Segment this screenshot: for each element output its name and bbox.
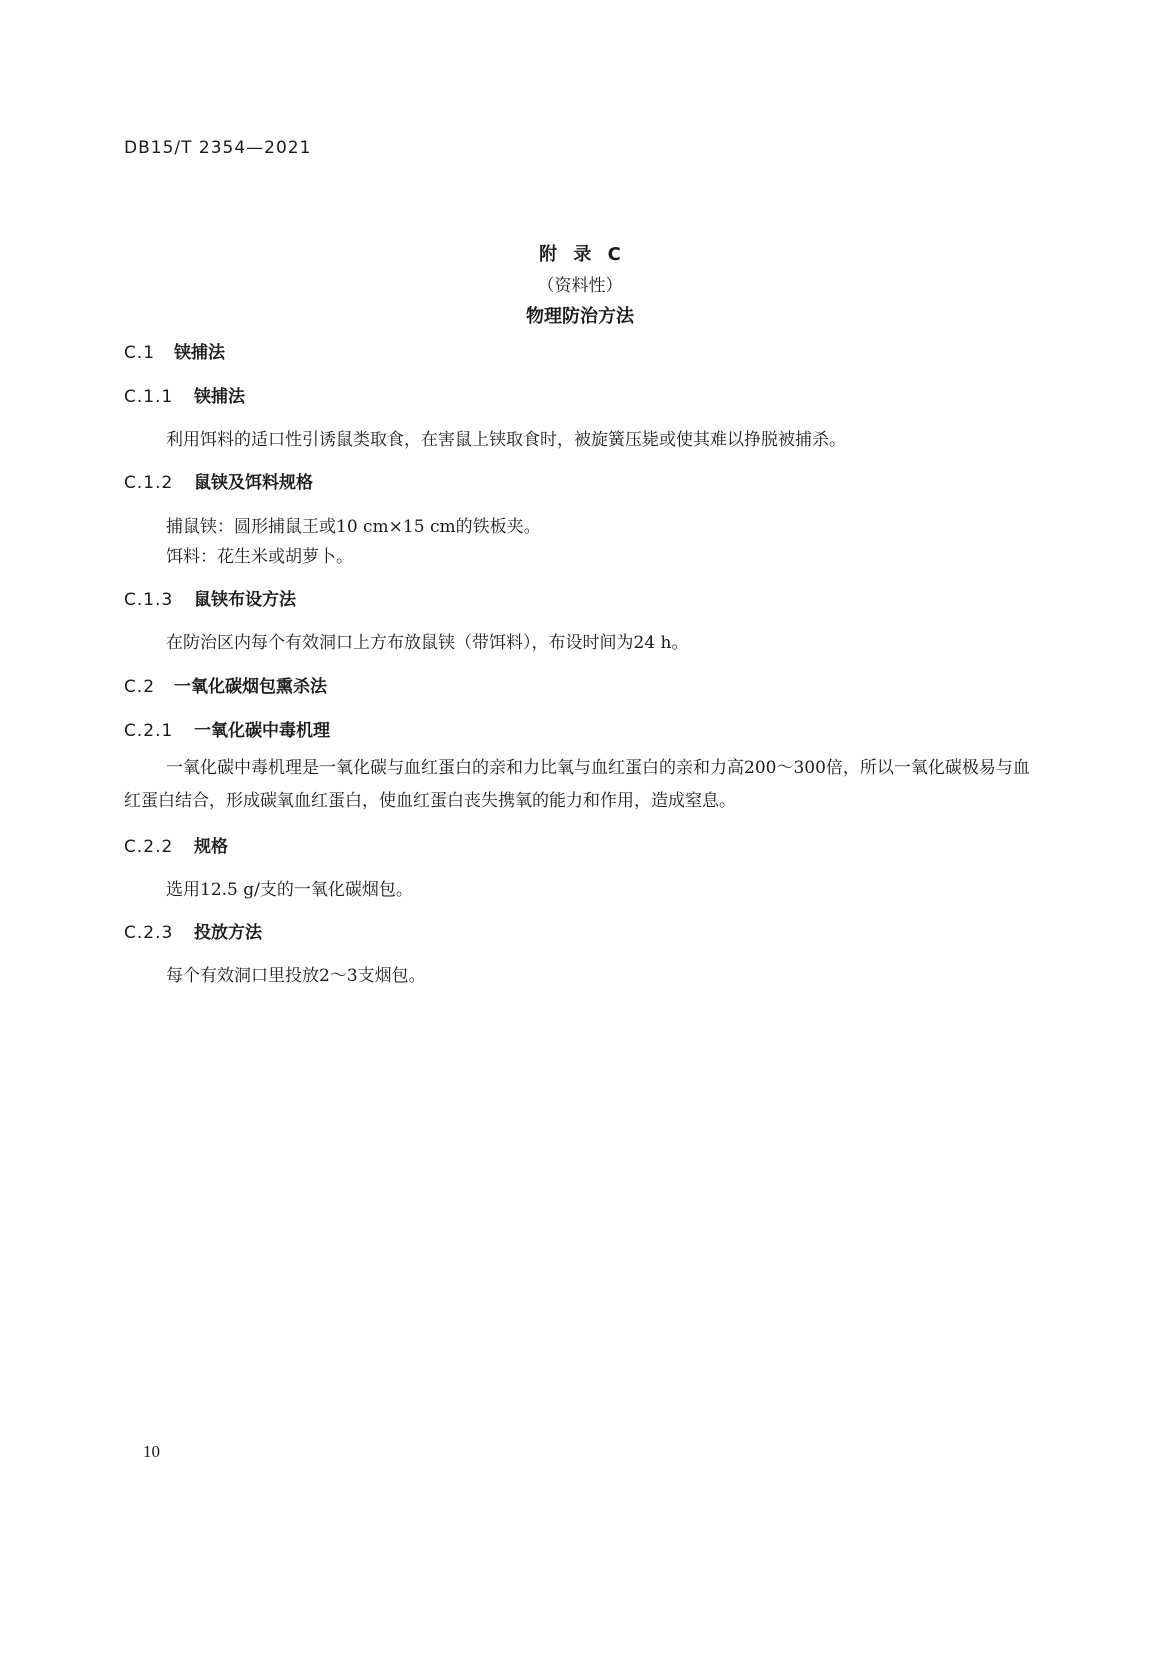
appendix-title: 附 录 C [539, 244, 621, 265]
section-number: C.2.1 [124, 721, 174, 741]
section-number: C.2.2 [124, 837, 174, 857]
section-title: 铗捕法 [194, 387, 245, 407]
section-c2-3-text: 每个有效洞口里投放2～3支烟包。 [166, 966, 426, 986]
section-title: 鼠铗及饵料规格 [194, 473, 313, 493]
section-c1-1-text: 利用饵料的适口性引诱鼠类取食，在害鼠上铗取食时，被旋簧压毙或使其难以挣脱被捕杀。 [166, 430, 846, 450]
section-title: 规格 [194, 837, 228, 857]
page-number: 10 [143, 1442, 160, 1461]
section-title: 一氧化碳烟包熏杀法 [174, 677, 327, 697]
section-c2-3-heading [124, 918, 262, 943]
section-c1-1-heading [124, 382, 245, 407]
appendix-type: （资料性） [537, 276, 623, 296]
section-number: C.2.3 [124, 923, 174, 943]
section-number: C.1 [124, 343, 156, 363]
section-c1-2-line2: 饵料：花生米或胡萝卜。 [166, 547, 353, 567]
section-c2-2-heading [124, 832, 228, 857]
section-c1-heading [124, 338, 225, 363]
section-c2-heading [124, 672, 327, 697]
section-c1-3-text: 在防治区内每个有效洞口上方布放鼠铗（带饵料），布设时间为24 h。 [166, 633, 689, 653]
section-title: 一氧化碳中毒机理 [194, 721, 330, 741]
section-c1-3-heading [124, 585, 296, 610]
section-c2-1-heading [124, 716, 330, 741]
appendix-subject: 物理防治方法 [526, 306, 634, 327]
section-c2-2-text: 选用12.5 g/支的一氧化碳烟包。 [166, 880, 413, 900]
section-title: 投放方法 [194, 923, 262, 943]
section-c1-2-line1: 捕鼠铗：圆形捕鼠王或10 cm×15 cm的铁板夹。 [166, 517, 541, 537]
section-title: 铗捕法 [174, 343, 225, 363]
section-c2-1-text: 一氧化碳中毒机理是一氧化碳与血红蛋白的亲和力比氧与血红蛋白的亲和力高200～300倍，所以一氧化碳极易与血红蛋白结合，形成碳氧血红蛋白，使血红蛋白丧失携氧的能力和作用，造成窒息。 [124, 758, 1030, 811]
section-number: C.1.3 [124, 590, 174, 610]
section-number: C.1.2 [124, 473, 174, 493]
section-c1-2-heading [124, 468, 313, 493]
standard-code: DB15/T 2354—2021 [124, 138, 312, 158]
section-number: C.1.1 [124, 387, 174, 407]
section-number: C.2 [124, 677, 156, 697]
section-title: 鼠铗布设方法 [194, 590, 296, 610]
